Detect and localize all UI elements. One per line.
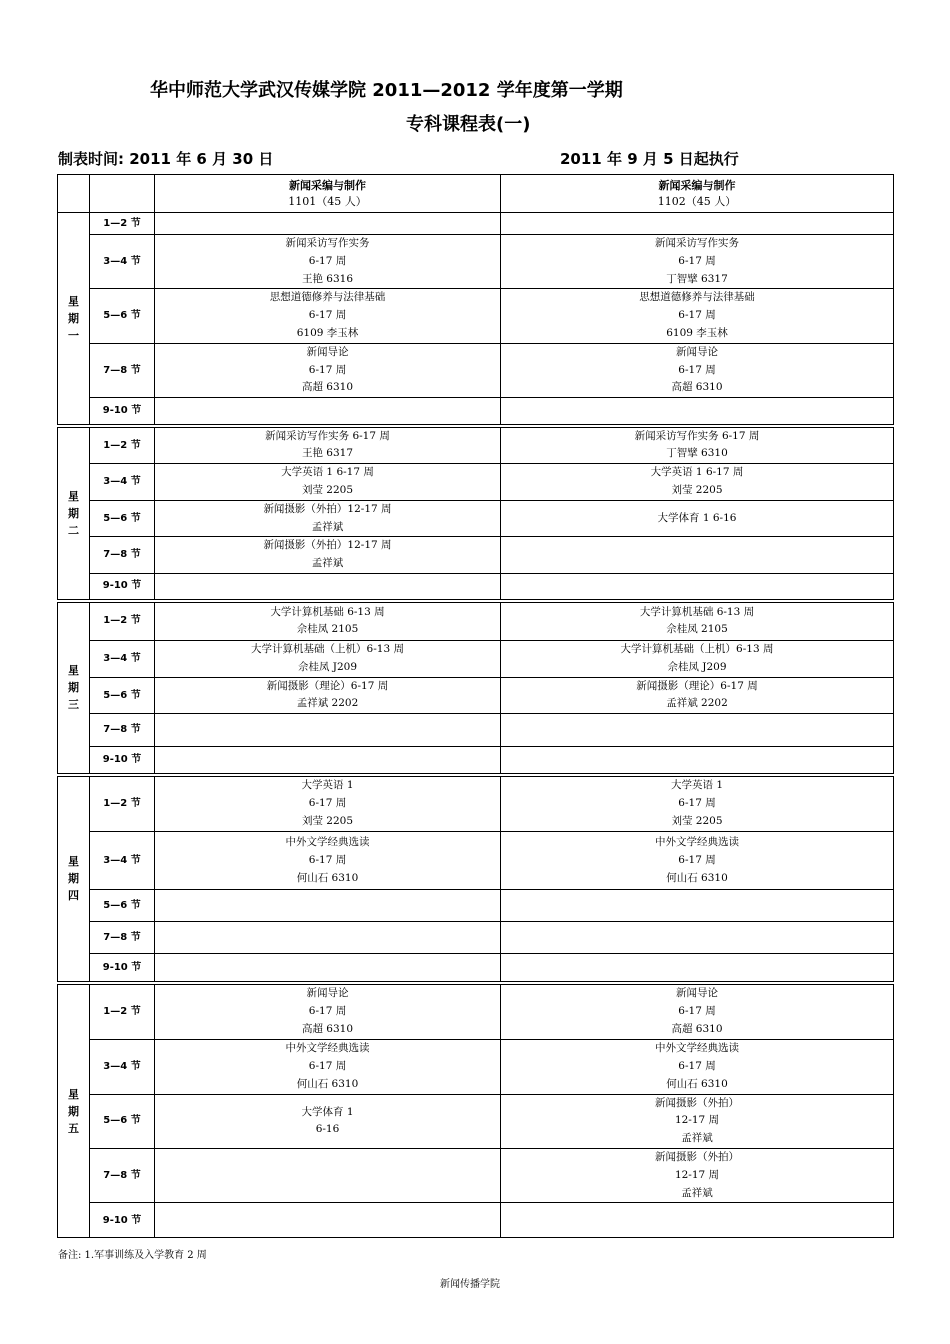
- remark: 备注: 1.军事训练及入学教育 2 周: [58, 1250, 207, 1261]
- day-label-char: 星: [68, 855, 79, 869]
- course-line: 何山石 6310: [666, 871, 728, 884]
- course-cell: [155, 954, 501, 983]
- course-line: 孟祥斌: [681, 1132, 713, 1145]
- period-label: 1—2 节: [90, 426, 155, 464]
- course-cell: [155, 832, 501, 890]
- header-row: [58, 175, 894, 213]
- course-cell: [501, 1149, 894, 1203]
- course-line: 新闻采访写作实务 6-17 周: [634, 429, 760, 442]
- course-line: 大学体育 1: [301, 1105, 354, 1118]
- day-label: [58, 983, 90, 1238]
- course-cell: [501, 641, 894, 678]
- course-cell: [501, 343, 894, 397]
- schedule-subtitle: 专科课程表(一): [406, 114, 531, 135]
- course-line: 新闻摄影（外拍）12-17 周: [263, 539, 392, 552]
- schedule-row: [58, 1203, 894, 1238]
- course-line: 大学计算机基础（上机）6-13 周: [251, 643, 404, 656]
- course-cell: [501, 922, 894, 954]
- course-line: 新闻导论: [306, 345, 349, 358]
- course-cell: [155, 464, 501, 501]
- schedule-row: [58, 1040, 894, 1094]
- course-line: 中外文学经典选读: [655, 836, 739, 849]
- schedule-row: [58, 1149, 894, 1203]
- course-line: 何山石 6310: [666, 1077, 728, 1090]
- course-line: 刘莹 2205: [301, 814, 354, 827]
- course-line: 6-17 周: [678, 254, 716, 267]
- course-cell: [155, 235, 501, 289]
- course-line: 孟祥斌 2202: [296, 697, 359, 710]
- period-label: 1—2 节: [90, 775, 155, 832]
- course-cell: [155, 500, 501, 537]
- course-line: 新闻导论: [676, 345, 718, 358]
- schedule-row: [58, 922, 894, 954]
- course-cell: [155, 1094, 501, 1148]
- course-line: 佘桂凤 J209: [667, 660, 727, 673]
- course-line: 新闻采访写作实务 6-17 周: [265, 429, 390, 442]
- course-line: 孟祥斌: [311, 557, 344, 570]
- day-label: [58, 775, 90, 983]
- course-line: 大学体育 1 6-16: [657, 511, 737, 524]
- period-label: 1—2 节: [90, 213, 155, 235]
- day-label: [58, 426, 90, 601]
- course-line: 6-17 周: [678, 797, 716, 810]
- course-line: 6-17 周: [308, 853, 347, 866]
- course-cell: [155, 574, 501, 601]
- effective-date: 2011 年 9 月 5 日起执行: [560, 150, 739, 168]
- period-label: 3—4 节: [90, 641, 155, 678]
- course-cell: [155, 890, 501, 922]
- period-label: 1—2 节: [90, 601, 155, 641]
- course-line: 刘莹 2205: [301, 484, 354, 497]
- course-cell: [155, 641, 501, 678]
- course-cell: [155, 537, 501, 574]
- course-cell: [501, 464, 894, 501]
- course-line: 新闻摄影（外拍）: [655, 1096, 739, 1109]
- period-label: 5—6 节: [90, 890, 155, 922]
- course-line: 6-17 周: [308, 363, 347, 376]
- day-label-char: 星: [68, 489, 79, 503]
- course-line: 孟祥斌 2202: [666, 697, 728, 710]
- course-cell: [155, 213, 501, 235]
- course-cell: [501, 213, 894, 235]
- course-cell: [501, 537, 894, 574]
- schedule-row: [58, 747, 894, 775]
- course-cell: [155, 1203, 501, 1238]
- course-line: 6-17 周: [678, 1005, 716, 1018]
- course-line: 高超 6310: [671, 381, 723, 394]
- course-line: 中外文学经典选读: [655, 1042, 739, 1055]
- schedule-row: [58, 464, 894, 501]
- schedule-row: [58, 574, 894, 601]
- course-cell: [501, 775, 894, 832]
- schedule-row: [58, 983, 894, 1040]
- period-label: 9-10 节: [90, 1203, 155, 1238]
- day-label-char: 五: [68, 1121, 79, 1135]
- course-cell: [155, 398, 501, 426]
- corner-cell: [58, 175, 90, 213]
- course-line: 新闻导论: [676, 987, 718, 1000]
- course-line: 大学计算机基础（上机）6-13 周: [620, 643, 774, 656]
- course-cell: [155, 677, 501, 714]
- course-cell: [501, 747, 894, 775]
- period-label: 9-10 节: [90, 398, 155, 426]
- footer-department: 新闻传播学院: [440, 1279, 500, 1290]
- course-cell: [501, 601, 894, 641]
- period-label: 9-10 节: [90, 954, 155, 983]
- course-line: 6-17 周: [308, 1060, 347, 1073]
- period-label: 5—6 节: [90, 1094, 155, 1148]
- day-label: [58, 213, 90, 426]
- period-label: 3—4 节: [90, 832, 155, 890]
- period-label: 3—4 节: [90, 464, 155, 501]
- course-line: 大学英语 1 6-17 周: [650, 466, 744, 479]
- course-cell: [501, 500, 894, 537]
- course-line: 新闻采访写作实务: [285, 237, 370, 249]
- period-label: 5—6 节: [90, 500, 155, 537]
- schedule-row: [58, 343, 894, 397]
- schedule-row: [58, 500, 894, 537]
- course-cell: [155, 601, 501, 641]
- schedule-row: [58, 1094, 894, 1148]
- day-label-char: 期: [68, 506, 79, 520]
- course-line: 6-17 周: [308, 254, 347, 267]
- schedule-row: [58, 289, 894, 343]
- course-line: 思想道德修养与法律基础: [269, 291, 386, 304]
- course-cell: [501, 954, 894, 983]
- schedule-row: [58, 890, 894, 922]
- schedule-row: [58, 601, 894, 641]
- course-cell: [155, 922, 501, 954]
- schedule-row: [58, 775, 894, 832]
- course-line: 佘桂凤 2105: [296, 623, 359, 636]
- period-label: 7—8 节: [90, 343, 155, 397]
- period-label: 7—8 节: [90, 922, 155, 954]
- period-label: 7—8 节: [90, 1149, 155, 1203]
- course-cell: [155, 983, 501, 1040]
- course-cell: [155, 1040, 501, 1094]
- course-line: 高超 6310: [671, 1022, 723, 1035]
- day-label-char: 期: [68, 311, 79, 325]
- course-line: 新闻采访写作实务: [655, 237, 739, 249]
- course-cell: [501, 714, 894, 747]
- course-line: 大学英语 1: [301, 779, 354, 792]
- course-line: 6-17 周: [678, 363, 716, 376]
- period-label: 9-10 节: [90, 574, 155, 601]
- course-line: 王艳 6317: [301, 447, 354, 460]
- schedule-row: [58, 677, 894, 714]
- course-line: 孟祥斌: [311, 520, 344, 533]
- course-cell: [155, 1149, 501, 1203]
- course-line: 6109 李玉林: [296, 326, 359, 339]
- schedule-row: [58, 398, 894, 426]
- day-label-char: 期: [68, 1104, 79, 1118]
- course-line: 12-17 周: [674, 1114, 720, 1127]
- schedule-row: [58, 537, 894, 574]
- day-label-char: 二: [68, 523, 79, 537]
- period-label: 9-10 节: [90, 747, 155, 775]
- course-cell: [501, 235, 894, 289]
- major-name: 新闻采编与制作: [289, 178, 366, 192]
- course-line: 王艳 6316: [301, 272, 354, 285]
- course-line: 6-17 周: [308, 309, 347, 322]
- major-name: 新闻采编与制作: [658, 178, 736, 192]
- day-label: [58, 601, 90, 775]
- period-label: 7—8 节: [90, 714, 155, 747]
- course-line: 大学计算机基础 6-13 周: [270, 605, 385, 618]
- course-line: 何山石 6310: [296, 871, 359, 884]
- course-cell: [501, 832, 894, 890]
- period-label: 1—2 节: [90, 983, 155, 1040]
- day-label-char: 星: [68, 294, 79, 308]
- class-name: 1102（45 人）: [657, 194, 737, 208]
- course-cell: [501, 677, 894, 714]
- schedule-row: [58, 641, 894, 678]
- course-line: 6-17 周: [308, 797, 347, 810]
- course-line: 6-17 周: [678, 309, 716, 322]
- course-cell: [501, 890, 894, 922]
- day-label-char: 一: [68, 328, 79, 342]
- day-label-char: 三: [68, 698, 79, 712]
- period-label: 5—6 节: [90, 289, 155, 343]
- course-line: 新闻导论: [306, 987, 349, 1000]
- schedule-row: [58, 832, 894, 890]
- course-line: 6-17 周: [678, 1060, 716, 1073]
- course-line: 6109 李玉林: [666, 326, 728, 339]
- schedule-row: [58, 426, 894, 464]
- course-line: 思想道德修养与法律基础: [639, 291, 755, 304]
- course-line: 丁智擘 6317: [666, 272, 728, 285]
- course-line: 大学计算机基础 6-13 周: [639, 605, 755, 618]
- period-label: 3—4 节: [90, 1040, 155, 1094]
- course-line: 新闻摄影（外拍）12-17 周: [263, 502, 392, 515]
- course-cell: [501, 398, 894, 426]
- course-cell: [501, 289, 894, 343]
- course-line: 12-17 周: [674, 1168, 720, 1181]
- course-line: 大学英语 1 6-17 周: [281, 466, 374, 479]
- course-cell: [501, 1040, 894, 1094]
- course-line: 大学英语 1: [670, 779, 724, 792]
- class-name: 1101（45 人）: [288, 194, 367, 208]
- period-label: 7—8 节: [90, 537, 155, 574]
- course-line: 刘莹 2205: [671, 814, 723, 827]
- day-label-char: 星: [68, 664, 79, 678]
- day-label-char: 期: [68, 872, 79, 886]
- course-cell: [155, 775, 501, 832]
- schedule-row: [58, 714, 894, 747]
- course-cell: [501, 1094, 894, 1148]
- schedule-row: [58, 213, 894, 235]
- course-line: 6-17 周: [308, 1005, 347, 1018]
- course-cell: [501, 574, 894, 601]
- course-line: 中外文学经典选读: [285, 1042, 370, 1055]
- course-line: 佘桂凤 2105: [666, 623, 728, 636]
- class-header: [501, 175, 894, 213]
- course-line: 新闻摄影（理论）6-17 周: [636, 679, 758, 692]
- course-cell: [501, 1203, 894, 1238]
- course-line: 佘桂凤 J209: [297, 660, 358, 673]
- course-line: 新闻摄影（外拍）: [655, 1151, 739, 1164]
- period-label: 3—4 节: [90, 235, 155, 289]
- course-cell: [155, 343, 501, 397]
- course-line: 孟祥斌: [681, 1186, 713, 1199]
- course-cell: [155, 426, 501, 464]
- course-line: 6-16: [315, 1123, 340, 1136]
- course-line: 何山石 6310: [296, 1077, 359, 1090]
- course-line: 丁智擘 6310: [666, 447, 728, 460]
- course-line: 6-17 周: [678, 853, 716, 866]
- class-header: [155, 175, 501, 213]
- course-cell: [155, 747, 501, 775]
- day-label-char: 星: [68, 1087, 79, 1101]
- course-line: 中外文学经典选读: [285, 836, 370, 849]
- day-label-char: 期: [68, 681, 79, 695]
- day-label-char: 四: [68, 889, 79, 903]
- corner-cell: [90, 175, 155, 213]
- schedule-title: 华中师范大学武汉传媒学院 2011—2012 学年度第一学期: [150, 80, 623, 101]
- schedule-table: [57, 174, 894, 1238]
- course-line: 刘莹 2205: [671, 484, 723, 497]
- course-line: 高超 6310: [301, 381, 354, 394]
- course-line: 新闻摄影（理论）6-17 周: [266, 679, 389, 692]
- schedule-row: [58, 235, 894, 289]
- schedule-row: [58, 954, 894, 983]
- course-cell: [501, 983, 894, 1040]
- period-label: 5—6 节: [90, 677, 155, 714]
- course-cell: [501, 426, 894, 464]
- course-cell: [155, 289, 501, 343]
- made-time: 制表时间: 2011 年 6 月 30 日: [58, 150, 274, 168]
- course-line: 高超 6310: [301, 1022, 354, 1035]
- course-cell: [155, 714, 501, 747]
